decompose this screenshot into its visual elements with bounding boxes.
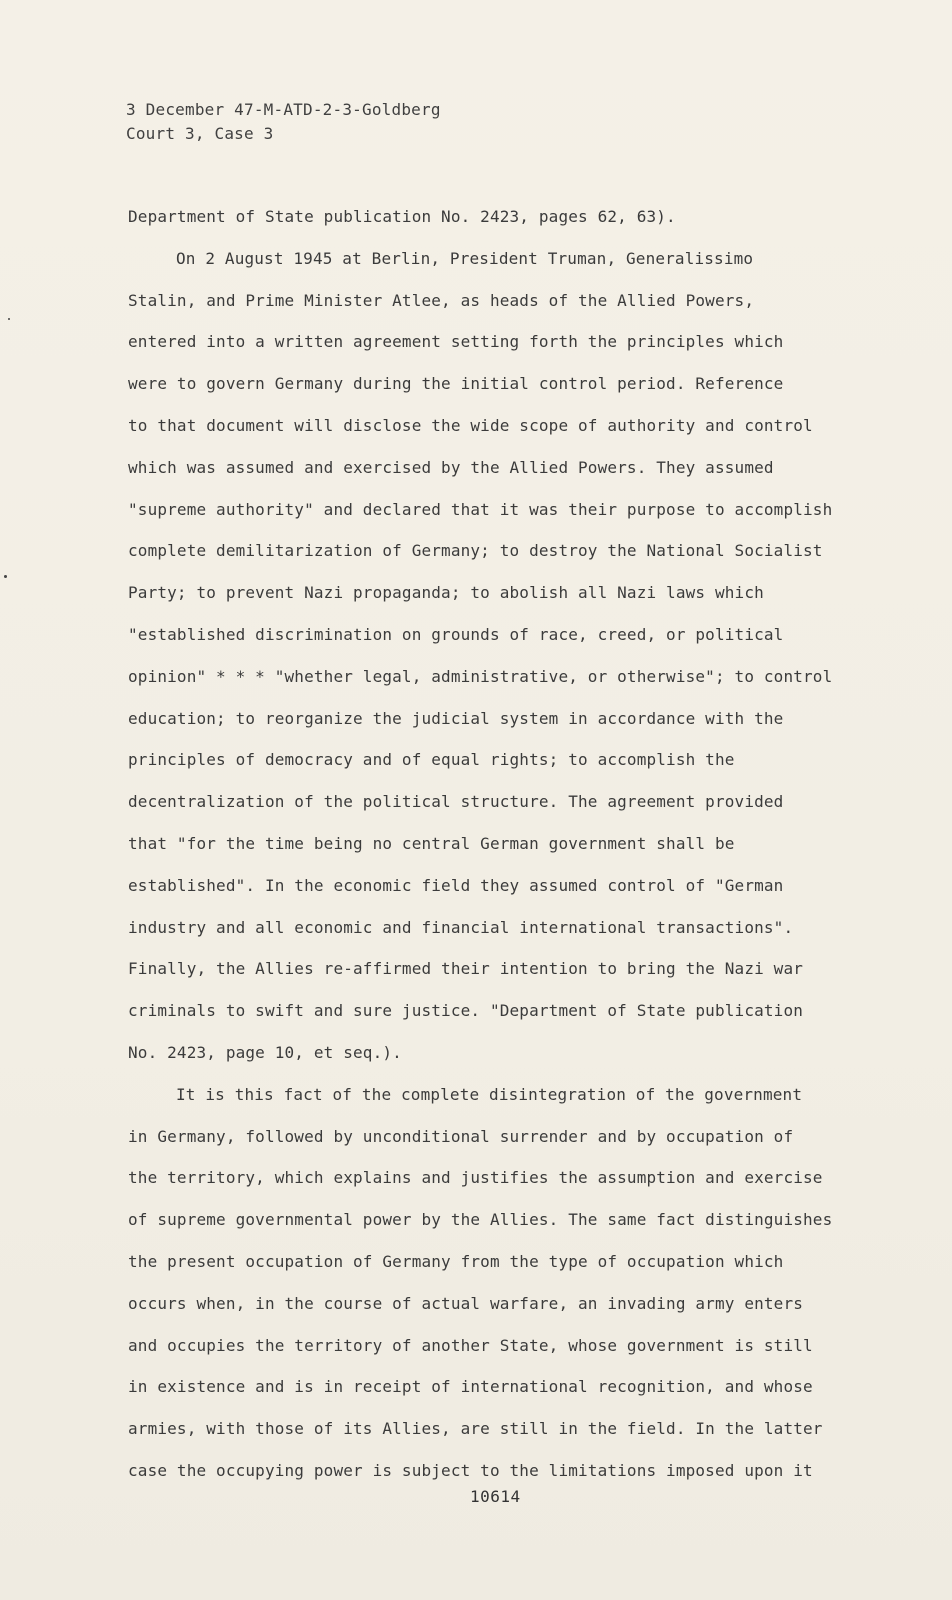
text-line: Finally, the Allies re-affirmed their intention to bring the Nazi war bbox=[128, 959, 804, 979]
text-line: criminals to swift and sure justice. "Department of State publication bbox=[128, 1001, 804, 1021]
text-line: established". In the economic field they assumed control of "German bbox=[128, 875, 784, 895]
text-line: decentralization of the political structure. The agreement provided bbox=[128, 792, 784, 812]
text-line: of supreme governmental power by the Allies. The same fact distinguishes bbox=[128, 1210, 833, 1230]
text-line: opinion" * * * "whether legal, administrative, or otherwise"; to control bbox=[128, 666, 833, 686]
text-line: case the occupying power is subject to the limitations imposed upon it bbox=[128, 1460, 813, 1480]
text-line: education; to reorganize the judicial system in accordance with the bbox=[128, 708, 784, 728]
text-line: the present occupation of Germany from the type of occupation which bbox=[128, 1251, 784, 1271]
text-line: industry and all economic and financial international transactions". bbox=[128, 917, 794, 937]
page-number: 10614 bbox=[470, 1487, 521, 1506]
header-line-docket: 3 December 47-M-ATD-2-3-Goldberg bbox=[126, 100, 441, 119]
text-line: Party; to prevent Nazi propaganda; to abolish all Nazi laws which bbox=[128, 583, 764, 603]
header-line-court: Court 3, Case 3 bbox=[126, 124, 274, 143]
paper-speck bbox=[8, 318, 10, 320]
text-line: occurs when, in the course of actual warfare, an invading army enters bbox=[128, 1293, 804, 1313]
text-line: to that document will disclose the wide scope of authority and control bbox=[128, 415, 813, 435]
text-line: "established discrimination on grounds of race, creed, or political bbox=[128, 624, 784, 644]
text-line: complete demilitarization of Germany; to destroy the National Socialist bbox=[128, 541, 823, 561]
text-line: Stalin, and Prime Minister Atlee, as heads of the Allied Powers, bbox=[128, 290, 755, 310]
text-line: which was assumed and exercised by the Allied Powers. They assumed bbox=[128, 457, 774, 477]
text-line: It is this fact of the complete disintegration of the government bbox=[176, 1084, 803, 1104]
text-line: and occupies the territory of another State, whose government is still bbox=[128, 1335, 813, 1355]
text-line: Department of State publication No. 2423, pages 62, 63). bbox=[128, 207, 676, 226]
text-line: principles of democracy and of equal rights; to accomplish the bbox=[128, 750, 735, 770]
text-line: On 2 August 1945 at Berlin, President Truman, Generalissimo bbox=[176, 248, 754, 268]
text-line: "supreme authority" and declared that it was their purpose to accomplish bbox=[128, 499, 833, 519]
text-line: armies, with those of its Allies, are still in the field. In the latter bbox=[128, 1419, 823, 1439]
text-line: No. 2423, page 10, et seq.). bbox=[128, 1042, 402, 1062]
text-line: in Germany, followed by unconditional surrender and by occupation of bbox=[128, 1126, 794, 1146]
text-line: entered into a written agreement setting forth the principles which bbox=[128, 332, 784, 352]
text-line: the territory, which explains and justifies the assumption and exercise bbox=[128, 1168, 823, 1188]
text-line: in existence and is in receipt of international recognition, and whose bbox=[128, 1377, 813, 1397]
paper-speck bbox=[4, 575, 7, 578]
document-header bbox=[126, 98, 441, 146]
text-line: were to govern Germany during the initial control period. Reference bbox=[128, 374, 784, 394]
document-body bbox=[128, 196, 888, 1492]
text-line: that "for the time being no central German government shall be bbox=[128, 833, 735, 853]
